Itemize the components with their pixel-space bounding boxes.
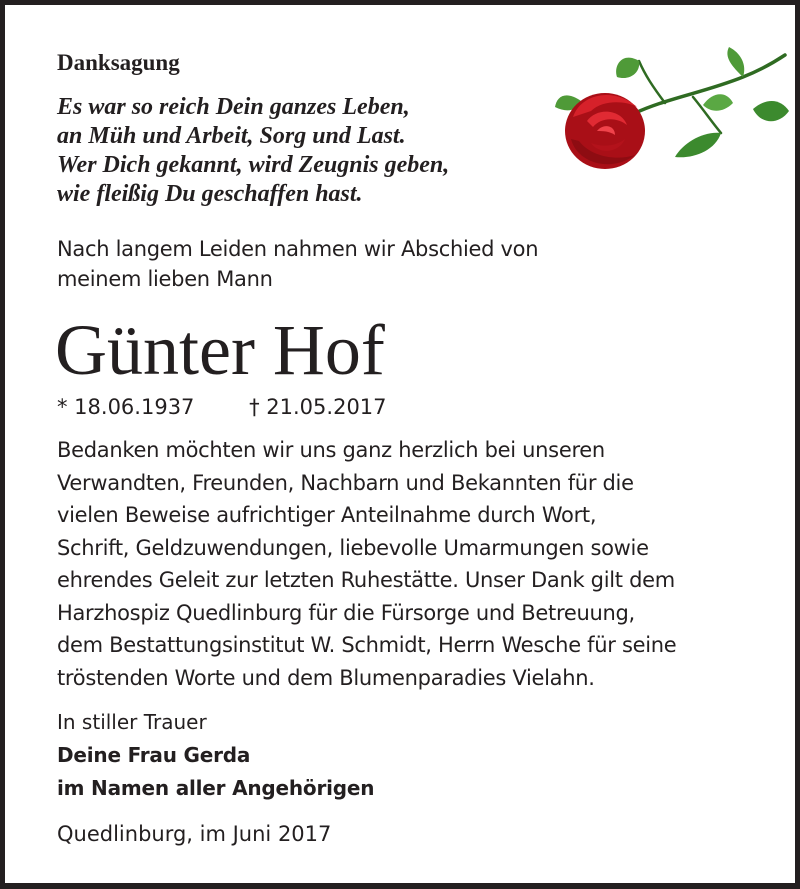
thanks-paragraph bbox=[57, 434, 757, 694]
deceased-name: Günter Hof bbox=[55, 310, 385, 390]
thanks-line: vielen Beweise aufrichtiger Anteilnahme durch Wort, bbox=[57, 503, 597, 527]
life-dates bbox=[57, 392, 387, 422]
rose-image bbox=[553, 47, 795, 177]
notice-heading: Danksagung bbox=[57, 50, 180, 75]
intro-line: meinem lieben Mann bbox=[57, 267, 273, 291]
birth-date: * 18.06.1937 bbox=[57, 395, 195, 419]
death-date: † 21.05.2017 bbox=[249, 395, 387, 419]
intro-line: Nach langem Leiden nahmen wir Abschied von bbox=[57, 237, 539, 261]
poem-line: Es war so reich Dein ganzes Leben, bbox=[57, 94, 410, 120]
intro-text bbox=[57, 234, 538, 294]
closing-block bbox=[57, 706, 374, 805]
mourning-line: In stiller Trauer bbox=[57, 710, 207, 734]
poem bbox=[57, 93, 449, 209]
poem-line: wie fleißig Du geschaffen hast. bbox=[57, 181, 363, 207]
thanks-line: ehrendes Geleit zur letzten Ruhestätte. Unser Dank gilt dem bbox=[57, 568, 675, 592]
poem-line: an Müh und Arbeit, Sorg und Last. bbox=[57, 123, 406, 149]
signature-line: im Namen aller Angehörigen bbox=[57, 776, 375, 800]
signature-line: Deine Frau Gerda bbox=[57, 743, 251, 767]
thanks-line: Verwandten, Freunden, Nachbarn und Bekannten für die bbox=[57, 470, 634, 495]
thanks-line: dem Bestattungsinstitut W. Schmidt, Herrn Wesche für seine bbox=[57, 633, 677, 657]
poem-line: Wer Dich gekannt, wird Zeugnis geben, bbox=[57, 152, 450, 178]
thanks-line: Schrift, Geldzuwendungen, liebevolle Umarmungen sowie bbox=[57, 535, 649, 560]
thanks-line: Harzhospiz Quedlinburg für die Fürsorge und Betreuung, bbox=[57, 600, 635, 625]
place-and-date: Quedlinburg, im Juni 2017 bbox=[57, 822, 332, 846]
thanks-line: Bedanken möchten wir uns ganz herzlich bei unseren bbox=[57, 438, 605, 462]
thanks-line: tröstenden Worte und dem Blumenparadies Vielahn. bbox=[57, 665, 595, 690]
